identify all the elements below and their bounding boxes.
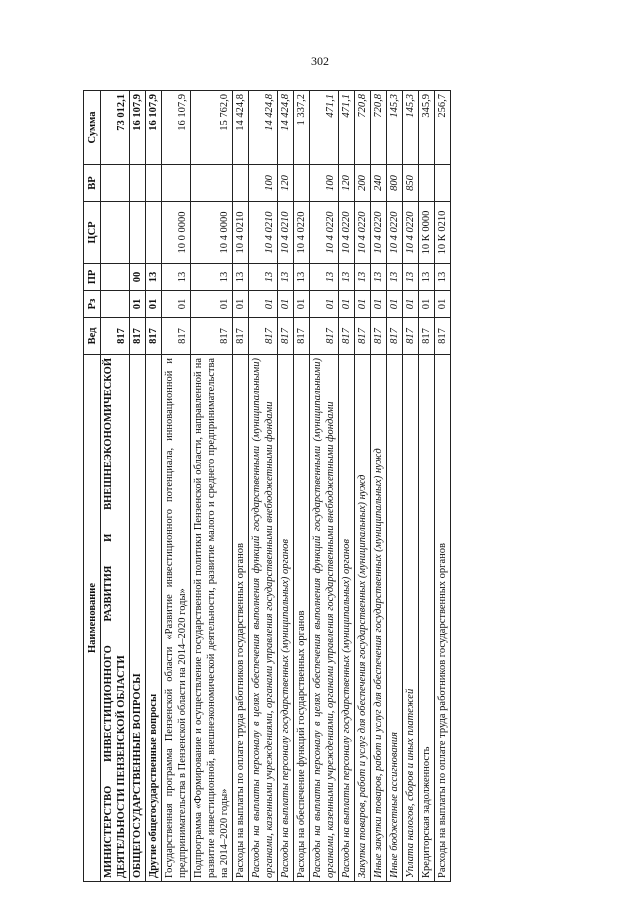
cell-name: Иные бюджетные ассигнования	[387, 355, 403, 882]
cell-name: Государственная программа Пензенской области «Развитие инвестиционного потенциала, инновационной и предпринимательства в Пензенской области на 2014–2020 годы»	[162, 355, 191, 882]
cell-name: Расходы на выплаты персоналу в целях обеспечения выполнения функций государственными (муниципальными) органами, казенными учреждениями, органами управления государственными внебюджетными фондами	[310, 355, 339, 882]
cell-csr: 10 4 0210	[233, 202, 249, 264]
cell-sum: 14 424,8	[249, 91, 278, 165]
cell-name: Расходы на выплаты по оплате труда работников государственных органов	[435, 355, 451, 882]
cell-csr: 10 4 0220	[355, 202, 371, 264]
cell-vr	[233, 165, 249, 202]
cell-csr: 10 4 0210	[278, 202, 294, 264]
cell-pr: 13	[435, 264, 451, 291]
cell-rz: 01	[419, 291, 435, 318]
cell-ved: 817	[371, 318, 387, 355]
cell-vr: 100	[310, 165, 339, 202]
cell-sum: 345,9	[419, 91, 435, 165]
cell-sum: 16 107,9	[162, 91, 191, 165]
table-header-row	[84, 91, 101, 882]
table-row	[233, 91, 249, 882]
cell-ved: 817	[435, 318, 451, 355]
cell-name: Расходы на выплаты персоналу государственных (муниципальных) органов	[339, 355, 355, 882]
cell-vr	[101, 165, 130, 202]
header-csr: ЦСР	[84, 202, 101, 264]
header-rz: Рз	[84, 291, 101, 318]
cell-csr: 10 4 0220	[371, 202, 387, 264]
table-row	[162, 91, 191, 882]
cell-pr: 13	[403, 264, 419, 291]
cell-sum: 14 424,8	[278, 91, 294, 165]
cell-name: Иные закупки товаров, работ и услуг для обеспечения государственных (муниципальных) нужд	[371, 355, 387, 882]
cell-pr: 13	[146, 264, 162, 291]
cell-rz: 01	[191, 291, 233, 318]
cell-rz: 01	[130, 291, 146, 318]
cell-csr	[146, 202, 162, 264]
cell-sum: 73 012,1	[101, 91, 130, 165]
cell-name: Кредиторская задолженность	[419, 355, 435, 882]
table-row	[278, 91, 294, 882]
cell-rz: 01	[162, 291, 191, 318]
cell-sum: 471,1	[339, 91, 355, 165]
cell-sum: 1 337,2	[294, 91, 310, 165]
cell-name: Расходы на выплаты персоналу государственных (муниципальных) органов	[278, 355, 294, 882]
cell-sum: 15 762,0	[191, 91, 233, 165]
cell-rz: 01	[233, 291, 249, 318]
cell-rz: 01	[249, 291, 278, 318]
cell-vr	[191, 165, 233, 202]
cell-vr: 850	[403, 165, 419, 202]
cell-sum: 16 107,9	[130, 91, 146, 165]
cell-name: Расходы на обеспечение функций государственных органов	[294, 355, 310, 882]
cell-ved: 817	[278, 318, 294, 355]
cell-name: Другие общегосударственные вопросы	[146, 355, 162, 882]
cell-sum: 145,3	[387, 91, 403, 165]
cell-ved: 817	[387, 318, 403, 355]
table-row	[249, 91, 278, 882]
cell-rz: 01	[387, 291, 403, 318]
cell-ved: 817	[294, 318, 310, 355]
cell-rz: 01	[310, 291, 339, 318]
table-row	[435, 91, 451, 882]
cell-ved: 817	[162, 318, 191, 355]
cell-ved: 817	[355, 318, 371, 355]
cell-vr: 100	[249, 165, 278, 202]
cell-name: Расходы на выплаты по оплате труда работников государственных органов	[233, 355, 249, 882]
cell-pr: 13	[339, 264, 355, 291]
table-row	[101, 91, 130, 882]
table-row	[339, 91, 355, 882]
cell-csr: 10 4 0220	[294, 202, 310, 264]
rotated-table-container	[83, 91, 550, 882]
cell-sum: 256,7	[435, 91, 451, 165]
cell-ved: 817	[130, 318, 146, 355]
cell-sum: 720,8	[355, 91, 371, 165]
cell-sum: 14 424,8	[233, 91, 249, 165]
cell-pr: 13	[310, 264, 339, 291]
cell-vr: 120	[339, 165, 355, 202]
cell-vr	[162, 165, 191, 202]
cell-vr: 800	[387, 165, 403, 202]
table-row	[146, 91, 162, 882]
cell-sum: 145,3	[403, 91, 419, 165]
cell-vr	[130, 165, 146, 202]
cell-csr: 10 4 0220	[310, 202, 339, 264]
cell-rz: 01	[371, 291, 387, 318]
table-body	[101, 91, 451, 882]
cell-rz: 01	[294, 291, 310, 318]
cell-csr: 10 К 0210	[435, 202, 451, 264]
header-name: Наименование	[84, 355, 101, 882]
cell-ved: 817	[233, 318, 249, 355]
cell-csr: 10 4 0220	[387, 202, 403, 264]
table-row	[130, 91, 146, 882]
cell-vr: 120	[278, 165, 294, 202]
table-row	[355, 91, 371, 882]
cell-csr: 10 4 0220	[339, 202, 355, 264]
cell-vr	[146, 165, 162, 202]
cell-name: Закупка товаров, работ и услуг для обеспечения государственных (муниципальных) нужд	[355, 355, 371, 882]
header-vr: ВР	[84, 165, 101, 202]
cell-ved: 817	[146, 318, 162, 355]
cell-pr: 13	[278, 264, 294, 291]
cell-vr	[294, 165, 310, 202]
cell-csr: 10 4 0210	[249, 202, 278, 264]
table-row	[387, 91, 403, 882]
cell-ved: 817	[339, 318, 355, 355]
table-row	[191, 91, 233, 882]
cell-rz: 01	[339, 291, 355, 318]
page-number: 302	[311, 54, 329, 68]
cell-ved: 817	[419, 318, 435, 355]
budget-table	[83, 90, 451, 882]
cell-ved: 817	[403, 318, 419, 355]
cell-pr: 13	[355, 264, 371, 291]
cell-pr: 13	[233, 264, 249, 291]
cell-ved: 817	[101, 318, 130, 355]
cell-sum: 16 107,9	[146, 91, 162, 165]
cell-vr: 240	[371, 165, 387, 202]
cell-sum: 471,1	[310, 91, 339, 165]
cell-rz: 01	[278, 291, 294, 318]
cell-csr: 10 4 0000	[191, 202, 233, 264]
cell-rz: 01	[355, 291, 371, 318]
cell-pr: 13	[249, 264, 278, 291]
cell-name: МИНИСТЕРСТВО ИНВЕСТИЦИОННОГО РАЗВИТИЯ И ВНЕШНЕЭКОНОМИЧЕСКОЙ ДЕЯТЕЛЬНОСТИ ПЕНЗЕНСКОЙ ОБЛАСТИ	[101, 355, 130, 882]
cell-vr	[419, 165, 435, 202]
cell-name: Уплата налогов, сборов и иных платежей	[403, 355, 419, 882]
cell-name: Расходы на выплаты персоналу в целях обеспечения выполнения функций государственными (муниципальными) органами, казенными учреждениями, органами управления государственными внебюджетными фондами	[249, 355, 278, 882]
cell-name: ОБЩЕГОСУДАРСТВЕННЫЕ ВОПРОСЫ	[130, 355, 146, 882]
table-row	[403, 91, 419, 882]
cell-ved: 817	[310, 318, 339, 355]
cell-csr	[101, 202, 130, 264]
cell-pr: 13	[419, 264, 435, 291]
cell-rz	[101, 291, 130, 318]
cell-ved: 817	[249, 318, 278, 355]
header-sum: Сумма	[84, 91, 101, 165]
table-row	[419, 91, 435, 882]
cell-pr: 13	[162, 264, 191, 291]
cell-pr: 13	[191, 264, 233, 291]
cell-csr	[130, 202, 146, 264]
cell-vr	[435, 165, 451, 202]
cell-csr: 10 К 0000	[419, 202, 435, 264]
cell-rz: 01	[146, 291, 162, 318]
cell-rz: 01	[403, 291, 419, 318]
cell-csr: 10 4 0220	[403, 202, 419, 264]
cell-pr: 13	[294, 264, 310, 291]
table-row	[310, 91, 339, 882]
cell-pr: 13	[387, 264, 403, 291]
cell-vr: 200	[355, 165, 371, 202]
cell-name: Подпрограмма «Формирование и осуществление государственной политики Пензенской области, направленной на развитие инвестиционной, внешнеэкономической деятельности, развитие малого и среднего предпринимательства на 2014–2020 годы»	[191, 355, 233, 882]
cell-pr: 13	[371, 264, 387, 291]
header-pr: ПР	[84, 264, 101, 291]
cell-pr	[101, 264, 130, 291]
cell-csr: 10 0 0000	[162, 202, 191, 264]
header-ved: Вед	[84, 318, 101, 355]
cell-sum: 720,8	[371, 91, 387, 165]
table-row	[371, 91, 387, 882]
cell-rz: 01	[435, 291, 451, 318]
cell-pr: 00	[130, 264, 146, 291]
cell-ved: 817	[191, 318, 233, 355]
table-row	[294, 91, 310, 882]
